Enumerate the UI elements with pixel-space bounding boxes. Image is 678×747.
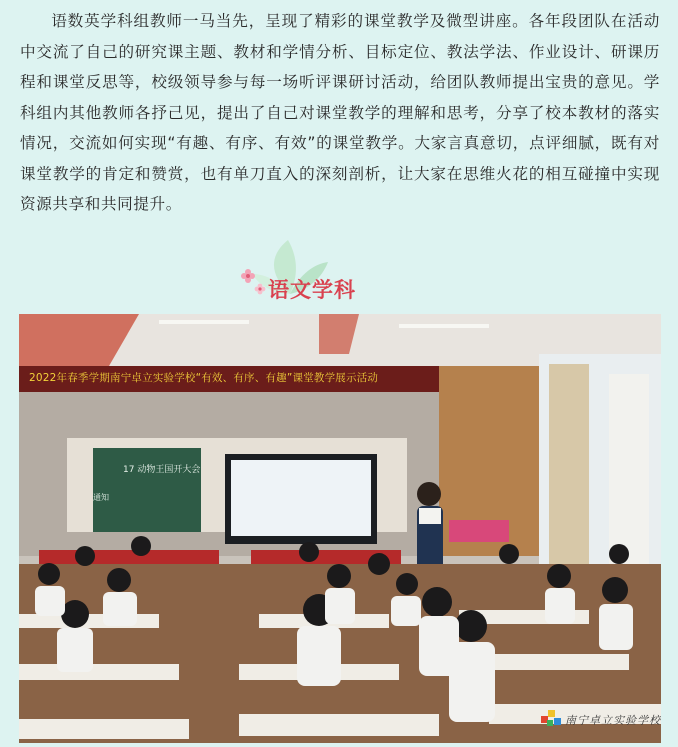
school-logo-icon	[539, 706, 563, 730]
blackboard-title: 17 动物王国开大会	[123, 465, 201, 475]
section-title: 语文学科	[268, 278, 356, 302]
classroom-photo	[19, 314, 661, 743]
banner-text: 2022年春季学期南宁卓立实验学校“有效、有序、有趣”课堂教学展示活动	[29, 372, 379, 384]
blackboard-label: 通知	[93, 493, 109, 502]
school-watermark	[539, 706, 661, 736]
watermark-text: 南宁卓立实验学校	[565, 714, 661, 727]
article-paragraph: 语数英学科组教师一马当先，呈现了精彩的课堂教学及微型讲座。各年段团队在活动中交流了自己的研究课主题、教材和学情分析、目标定位、教法学法、作业设计、研课历程和课堂反思等，校级领导参与每一场听评课研讨活动，给团队教师提出宝贵的意见。学科组内其他教师各抒己见，提出了自己对课堂教学的理解和思考，分享了校本教材的落实情况，交流如何实现“有趣、有序、有效”的课堂教学。大家言真意切，点评细腻，既有对课堂教学的肯定和赞赏，也有单刀直入的深刻剖析，让大家在思维火花的相互碰撞中实现资源共享和共同提升。	[20, 12, 660, 213]
section-heading	[236, 236, 406, 300]
